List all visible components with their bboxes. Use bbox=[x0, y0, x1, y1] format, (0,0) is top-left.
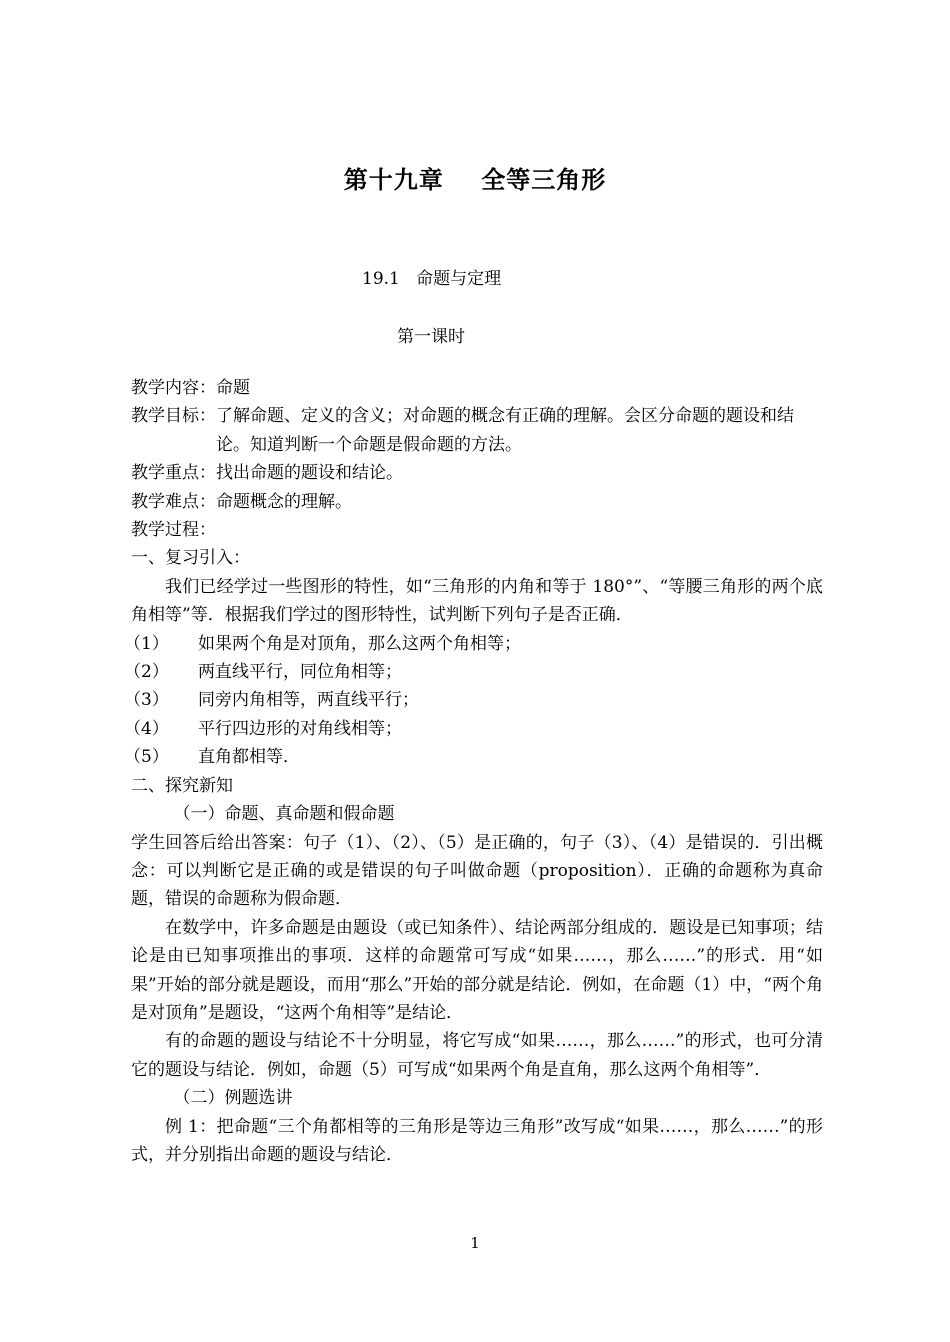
paragraph-definition: 学生回答后给出答案：句子（1）、（2）、（5）是正确的，句子（3）、（4）是错误的．引出概念：可以判断它是正确的或是错误的句子叫做命题（proposition）．正确的命题称为真命题，错误的命题称为假命题． bbox=[131, 832, 823, 910]
teaching-key-label: 教学重点： bbox=[131, 463, 216, 484]
list-item-text: 直角都相等． bbox=[198, 747, 300, 768]
list-item-number: （2） bbox=[124, 662, 169, 683]
list-item-number: （1） bbox=[124, 633, 169, 654]
teaching-content bbox=[131, 374, 823, 402]
section1-heading: 一、复习引入： bbox=[131, 548, 250, 569]
section1-intro: 我们已经学过一些图形的特性，如“三角形的内角和等于 180°”、“等腰三角形的两个底角相等”等．根据我们学过的图形特性，试判断下列句子是否正确． bbox=[131, 576, 823, 626]
list-item-text: 平行四边形的对角线相等； bbox=[198, 718, 402, 739]
chapter-title: 第十九章 全等三角形 bbox=[343, 166, 607, 194]
list-item bbox=[124, 658, 823, 686]
teaching-key-value: 找出命题的题设和结论。 bbox=[216, 463, 403, 484]
list-item-number: （4） bbox=[124, 718, 169, 739]
list-item bbox=[124, 715, 823, 743]
list-item-text: 两直线平行，同位角相等； bbox=[198, 662, 402, 683]
section2-heading: 二、探究新知 bbox=[131, 775, 233, 796]
page-number: 1 bbox=[470, 1234, 480, 1252]
list-item bbox=[124, 686, 823, 714]
section-title: 19.1 命题与定理 bbox=[362, 269, 502, 289]
teaching-goal-value: 了解命题、定义的含义；对命题的概念有正确的理解。会区分命题的题设和结论。知道判断一个命题是假命题的方法。 bbox=[216, 406, 794, 455]
teaching-goal-label: 教学目标： bbox=[131, 406, 216, 427]
list-item-number: （3） bbox=[124, 690, 169, 711]
list-item-number: （5） bbox=[124, 747, 169, 768]
list-item bbox=[124, 743, 823, 771]
teaching-key bbox=[131, 459, 823, 487]
document-body bbox=[124, 374, 823, 1169]
lesson-title: 第一课时 bbox=[397, 327, 465, 347]
list-item-text: 如果两个角是对顶角，那么这两个角相等； bbox=[198, 633, 521, 654]
example-1: 例 1：把命题“三个角都相等的三角形是等边三角形”改写成“如果……，那么……”的形式，并分别指出命题的题设与结论． bbox=[131, 1116, 823, 1165]
teaching-content-label: 教学内容： bbox=[131, 378, 216, 398]
teaching-process-label: 教学过程： bbox=[131, 520, 216, 541]
teaching-goal bbox=[131, 402, 823, 459]
proposition-list bbox=[124, 630, 823, 772]
paragraph-hypothesis-conclusion: 在数学中，许多命题是由题设（或已知条件）、结论两部分组成的．题设是已知事项；结论是由已知事项推出的事项．这样的命题常可写成“如果……，那么……”的形式．用“如果”开始的部分就是题设，而用“那么”开始的部分就是结论．例如，在命题（1）中，“两个角是对顶角”是题设，“这两个角相等”是结论． bbox=[131, 917, 823, 1023]
subsection-heading-2: （二）例题选讲 bbox=[173, 1088, 293, 1109]
subsection-heading-1: （一）命题、真命题和假命题 bbox=[173, 804, 395, 825]
paragraph-implicit-form: 有的命题的题设与结论不十分明显，将它写成“如果……，那么……”的形式，也可分清它的题设与结论．例如，命题（5）可写成“如果两个角是直角，那么这两个角相等”． bbox=[131, 1031, 823, 1080]
list-item bbox=[124, 630, 823, 658]
teaching-difficulty bbox=[131, 488, 823, 516]
teaching-difficulty-value: 命题概念的理解。 bbox=[216, 491, 352, 512]
teaching-content-value: 命题 bbox=[216, 378, 250, 398]
teaching-difficulty-label: 教学难点： bbox=[131, 491, 216, 512]
list-item-text: 同旁内角相等，两直线平行； bbox=[198, 690, 419, 711]
